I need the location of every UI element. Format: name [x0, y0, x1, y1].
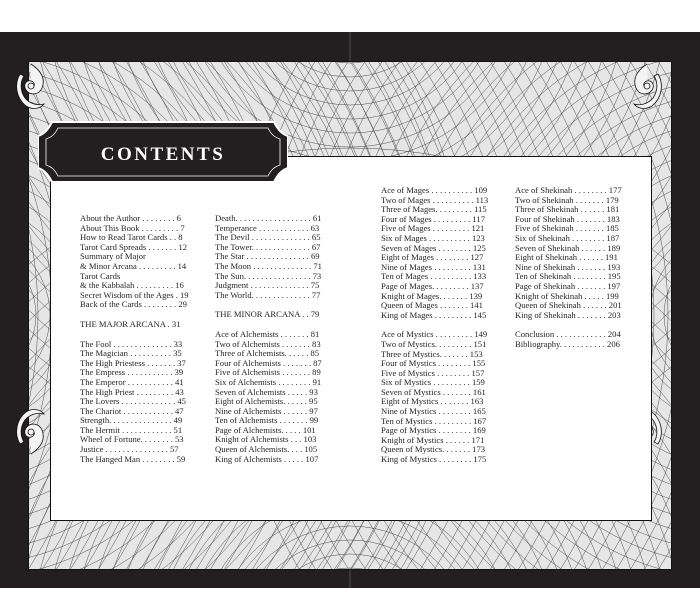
toc-entry[interactable]: Judgment . . . . . . . . . . . . . . 75: [215, 280, 320, 291]
toc-entry[interactable]: Page of Mages. . . . . . . . . 137: [381, 280, 484, 291]
toc-entry[interactable]: Eight of Mystics . . . . . . . 163: [381, 396, 484, 407]
toc-column-1: [80, 214, 189, 464]
toc-entry[interactable]: King of Alchemists . . . . . 107: [215, 453, 319, 464]
toc-entry[interactable]: Four of Mages . . . . . . . . . 117: [381, 213, 485, 224]
toc-entry[interactable]: Seven of Mages . . . . . . . . 125: [381, 242, 486, 253]
toc-entry[interactable]: Summary of Major: [80, 251, 146, 262]
toc-entry[interactable]: Ten of Shekinah . . . . . . . . 195: [515, 271, 621, 282]
toc-entry[interactable]: Four of Alchemists . . . . . . . 87: [215, 357, 322, 368]
toc-entry[interactable]: The Chariot . . . . . . . . . . . . 47: [80, 405, 184, 416]
toc-entry[interactable]: Three of Mages. . . . . . . . . 115: [381, 204, 487, 215]
toc-entry[interactable]: Tarot Cards: [80, 270, 121, 281]
toc-entry[interactable]: About This Book . . . . . . . . . 7: [80, 222, 185, 233]
toc-entry[interactable]: Conclusion . . . . . . . . . . . . 204: [515, 329, 621, 340]
toc-entry[interactable]: Five of Alchemists . . . . . . . 89: [215, 367, 321, 378]
toc-entry[interactable]: The World. . . . . . . . . . . . . . 77: [215, 289, 321, 300]
toc-entry[interactable]: Nine of Shekinah . . . . . . . 193: [515, 261, 621, 272]
toc-entry[interactable]: Ace of Shekinah . . . . . . . . 177: [515, 185, 622, 195]
toc-entry[interactable]: Nine of Mystics . . . . . . . . 165: [381, 406, 486, 417]
toc-entry[interactable]: Two of Alchemists . . . . . . . 83: [215, 338, 321, 349]
toc-entry[interactable]: Wheel of Fortune. . . . . . . . 53: [80, 434, 184, 445]
toc-entry[interactable]: Eight of Alchemists. . . . . . 95: [215, 396, 318, 407]
toc-entry[interactable]: Eight of Mages . . . . . . . . 127: [381, 252, 484, 263]
toc-entry[interactable]: The Sun. . . . . . . . . . . . . . . . 73: [215, 270, 322, 281]
toc-entry[interactable]: Tarot Card Spreads . . . . . . . 12: [80, 241, 188, 252]
page-title: CONTENTS: [100, 144, 226, 165]
toc-entry[interactable]: Nine of Mages . . . . . . . . . 131: [381, 261, 486, 272]
toc-entry[interactable]: Two of Shekinah . . . . . . . 179: [515, 194, 619, 205]
corner-ornament-top-left-icon: [12, 62, 50, 112]
toc-entry[interactable]: The Empress . . . . . . . . . . . 39: [80, 367, 184, 378]
toc-entry[interactable]: Two of Mages . . . . . . . . . . 113: [381, 194, 489, 205]
toc-entry[interactable]: Page of Alchemists. . . . . 101: [215, 424, 316, 435]
toc-column-3: [381, 186, 488, 465]
toc-entry[interactable]: The Tower. . . . . . . . . . . . . . 67: [215, 241, 321, 252]
toc-entry[interactable]: Ten of Alchemists . . . . . . . 99: [215, 415, 319, 426]
toc-column-2: [215, 214, 322, 464]
toc-entry[interactable]: Death. . . . . . . . . . . . . . . . . . 61: [215, 213, 322, 223]
toc-entry[interactable]: Knight of Mystics . . . . . . 171: [381, 434, 485, 445]
toc-entry[interactable]: Strength. . . . . . . . . . . . . . . 49: [80, 415, 183, 426]
toc-entry[interactable]: The High Priestess . . . . . . . 37: [80, 357, 186, 368]
toc-entry[interactable]: & the Kabbalah . . . . . . . . . 16: [80, 280, 184, 291]
toc-entry[interactable]: & Minor Arcana . . . . . . . . . 14: [80, 260, 187, 271]
toc-entry[interactable]: Ace of Alchemists . . . . . . . 81: [215, 328, 320, 339]
toc-entry[interactable]: Six of Shekinah . . . . . . . . 187: [515, 232, 620, 243]
toc-entry[interactable]: Ace of Mages . . . . . . . . . . 109: [381, 185, 488, 195]
toc-entry[interactable]: Knight of Shekinah . . . . . 199: [515, 290, 619, 301]
toc-entry[interactable]: Three of Alchemists. . . . . . 85: [215, 348, 320, 359]
toc-entry[interactable]: Three of Shekinah . . . . . . 181: [515, 204, 620, 215]
toc-entry[interactable]: The Lovers . . . . . . . . . . . . . 45: [80, 396, 186, 407]
toc-column-4: [515, 186, 622, 350]
toc-entry[interactable]: The Devil . . . . . . . . . . . . . . 65: [215, 232, 321, 243]
toc-entry[interactable]: Five of Shekinah . . . . . . . 185: [515, 223, 619, 234]
toc-entry[interactable]: The Hermit . . . . . . . . . . . . 51: [80, 424, 183, 435]
toc-entry[interactable]: Bibliography. . . . . . . . . . . 206: [515, 338, 620, 349]
toc-entry[interactable]: Knight of Mages. . . . . . . 139: [381, 290, 483, 301]
toc-entry[interactable]: Two of Mystics. . . . . . . . . 151: [381, 338, 487, 349]
toc-entry[interactable]: About the Author . . . . . . . . 6: [80, 213, 181, 223]
title-plaque: [38, 116, 288, 188]
toc-entry[interactable]: The Fool . . . . . . . . . . . . . . 33: [80, 338, 183, 349]
toc-entry[interactable]: Seven of Alchemists . . . . . 93: [215, 386, 318, 397]
toc-entry[interactable]: Back of the Cards . . . . . . . . 29: [80, 299, 187, 310]
toc-entry[interactable]: Temperance . . . . . . . . . . . . 63: [215, 222, 320, 233]
toc-entry[interactable]: Five of Mages . . . . . . . . . 121: [381, 223, 485, 234]
toc-entry[interactable]: Seven of Mystics . . . . . . . 161: [381, 386, 486, 397]
corner-ornament-top-right-icon: [628, 62, 666, 112]
toc-entry[interactable]: THE MINOR ARCANA . . 79: [215, 309, 320, 320]
toc-entry[interactable]: Page of Shekinah . . . . . . . 197: [515, 280, 621, 291]
toc-entry[interactable]: Justice . . . . . . . . . . . . . . . 57: [80, 444, 179, 455]
toc-entry[interactable]: Queen of Mages . . . . . . . 141: [381, 300, 483, 311]
toc-entry[interactable]: THE MAJOR ARCANA . 31: [80, 318, 181, 329]
toc-entry[interactable]: Four of Shekinah . . . . . . . 183: [515, 213, 620, 224]
toc-entry[interactable]: Ten of Mystics . . . . . . . . . 167: [381, 415, 487, 426]
toc-entry[interactable]: Six of Mages . . . . . . . . . . 123: [381, 232, 485, 243]
toc-entry[interactable]: Ace of Mystics . . . . . . . . . 149: [381, 329, 488, 340]
toc-entry[interactable]: Knight of Alchemists . . . 103: [215, 434, 317, 445]
toc-entry[interactable]: The Emperor . . . . . . . . . . . 41: [80, 376, 184, 387]
toc-entry[interactable]: Six of Alchemists . . . . . . . . 91: [215, 376, 322, 387]
toc-entry[interactable]: Queen of Shekinah . . . . . . 201: [515, 300, 622, 311]
toc-entry[interactable]: Ten of Mages . . . . . . . . . . 133: [381, 271, 487, 282]
toc-entry[interactable]: Queen of Mystics. . . . . . . 173: [381, 444, 486, 455]
toc-entry[interactable]: The High Priest . . . . . . . . . 43: [80, 386, 184, 397]
toc-entry[interactable]: Four of Mystics . . . . . . . . 155: [381, 358, 486, 369]
toc-entry[interactable]: How to Read Tarot Cards . . 8: [80, 232, 183, 243]
toc-entry[interactable]: King of Mages . . . . . . . . . 145: [381, 309, 487, 320]
toc-entry[interactable]: The Hanged Man . . . . . . . . 59: [80, 453, 186, 464]
toc-entry[interactable]: Nine of Alchemists . . . . . . 97: [215, 405, 318, 416]
toc-entry[interactable]: Five of Mystics . . . . . . . . 157: [381, 367, 485, 378]
toc-entry[interactable]: The Star . . . . . . . . . . . . . . . 69: [215, 251, 320, 262]
toc-entry[interactable]: Three of Mystics. . . . . . . 153: [381, 348, 483, 359]
toc-entry[interactable]: Six of Mystics . . . . . . . . . 159: [381, 377, 485, 388]
corner-ornament-bottom-left-icon: [12, 406, 50, 456]
toc-entry[interactable]: Eight of Shekinah . . . . . . 191: [515, 252, 618, 263]
toc-entry[interactable]: King of Mystics . . . . . . . . 175: [381, 454, 487, 465]
toc-entry[interactable]: King of Shekinah . . . . . . . 203: [515, 309, 621, 320]
toc-entry[interactable]: The Magician . . . . . . . . . . 35: [80, 348, 182, 359]
toc-entry[interactable]: Page of Mystics . . . . . . . . 169: [381, 425, 486, 436]
toc-entry[interactable]: Queen of Alchemists. . . . 105: [215, 444, 318, 455]
toc-entry[interactable]: The Moon . . . . . . . . . . . . . . 71: [215, 260, 322, 271]
toc-entry[interactable]: Secret Wisdom of the Ages . 19: [80, 289, 189, 300]
toc-entry[interactable]: Seven of Shekinah . . . . . . 189: [515, 242, 621, 253]
